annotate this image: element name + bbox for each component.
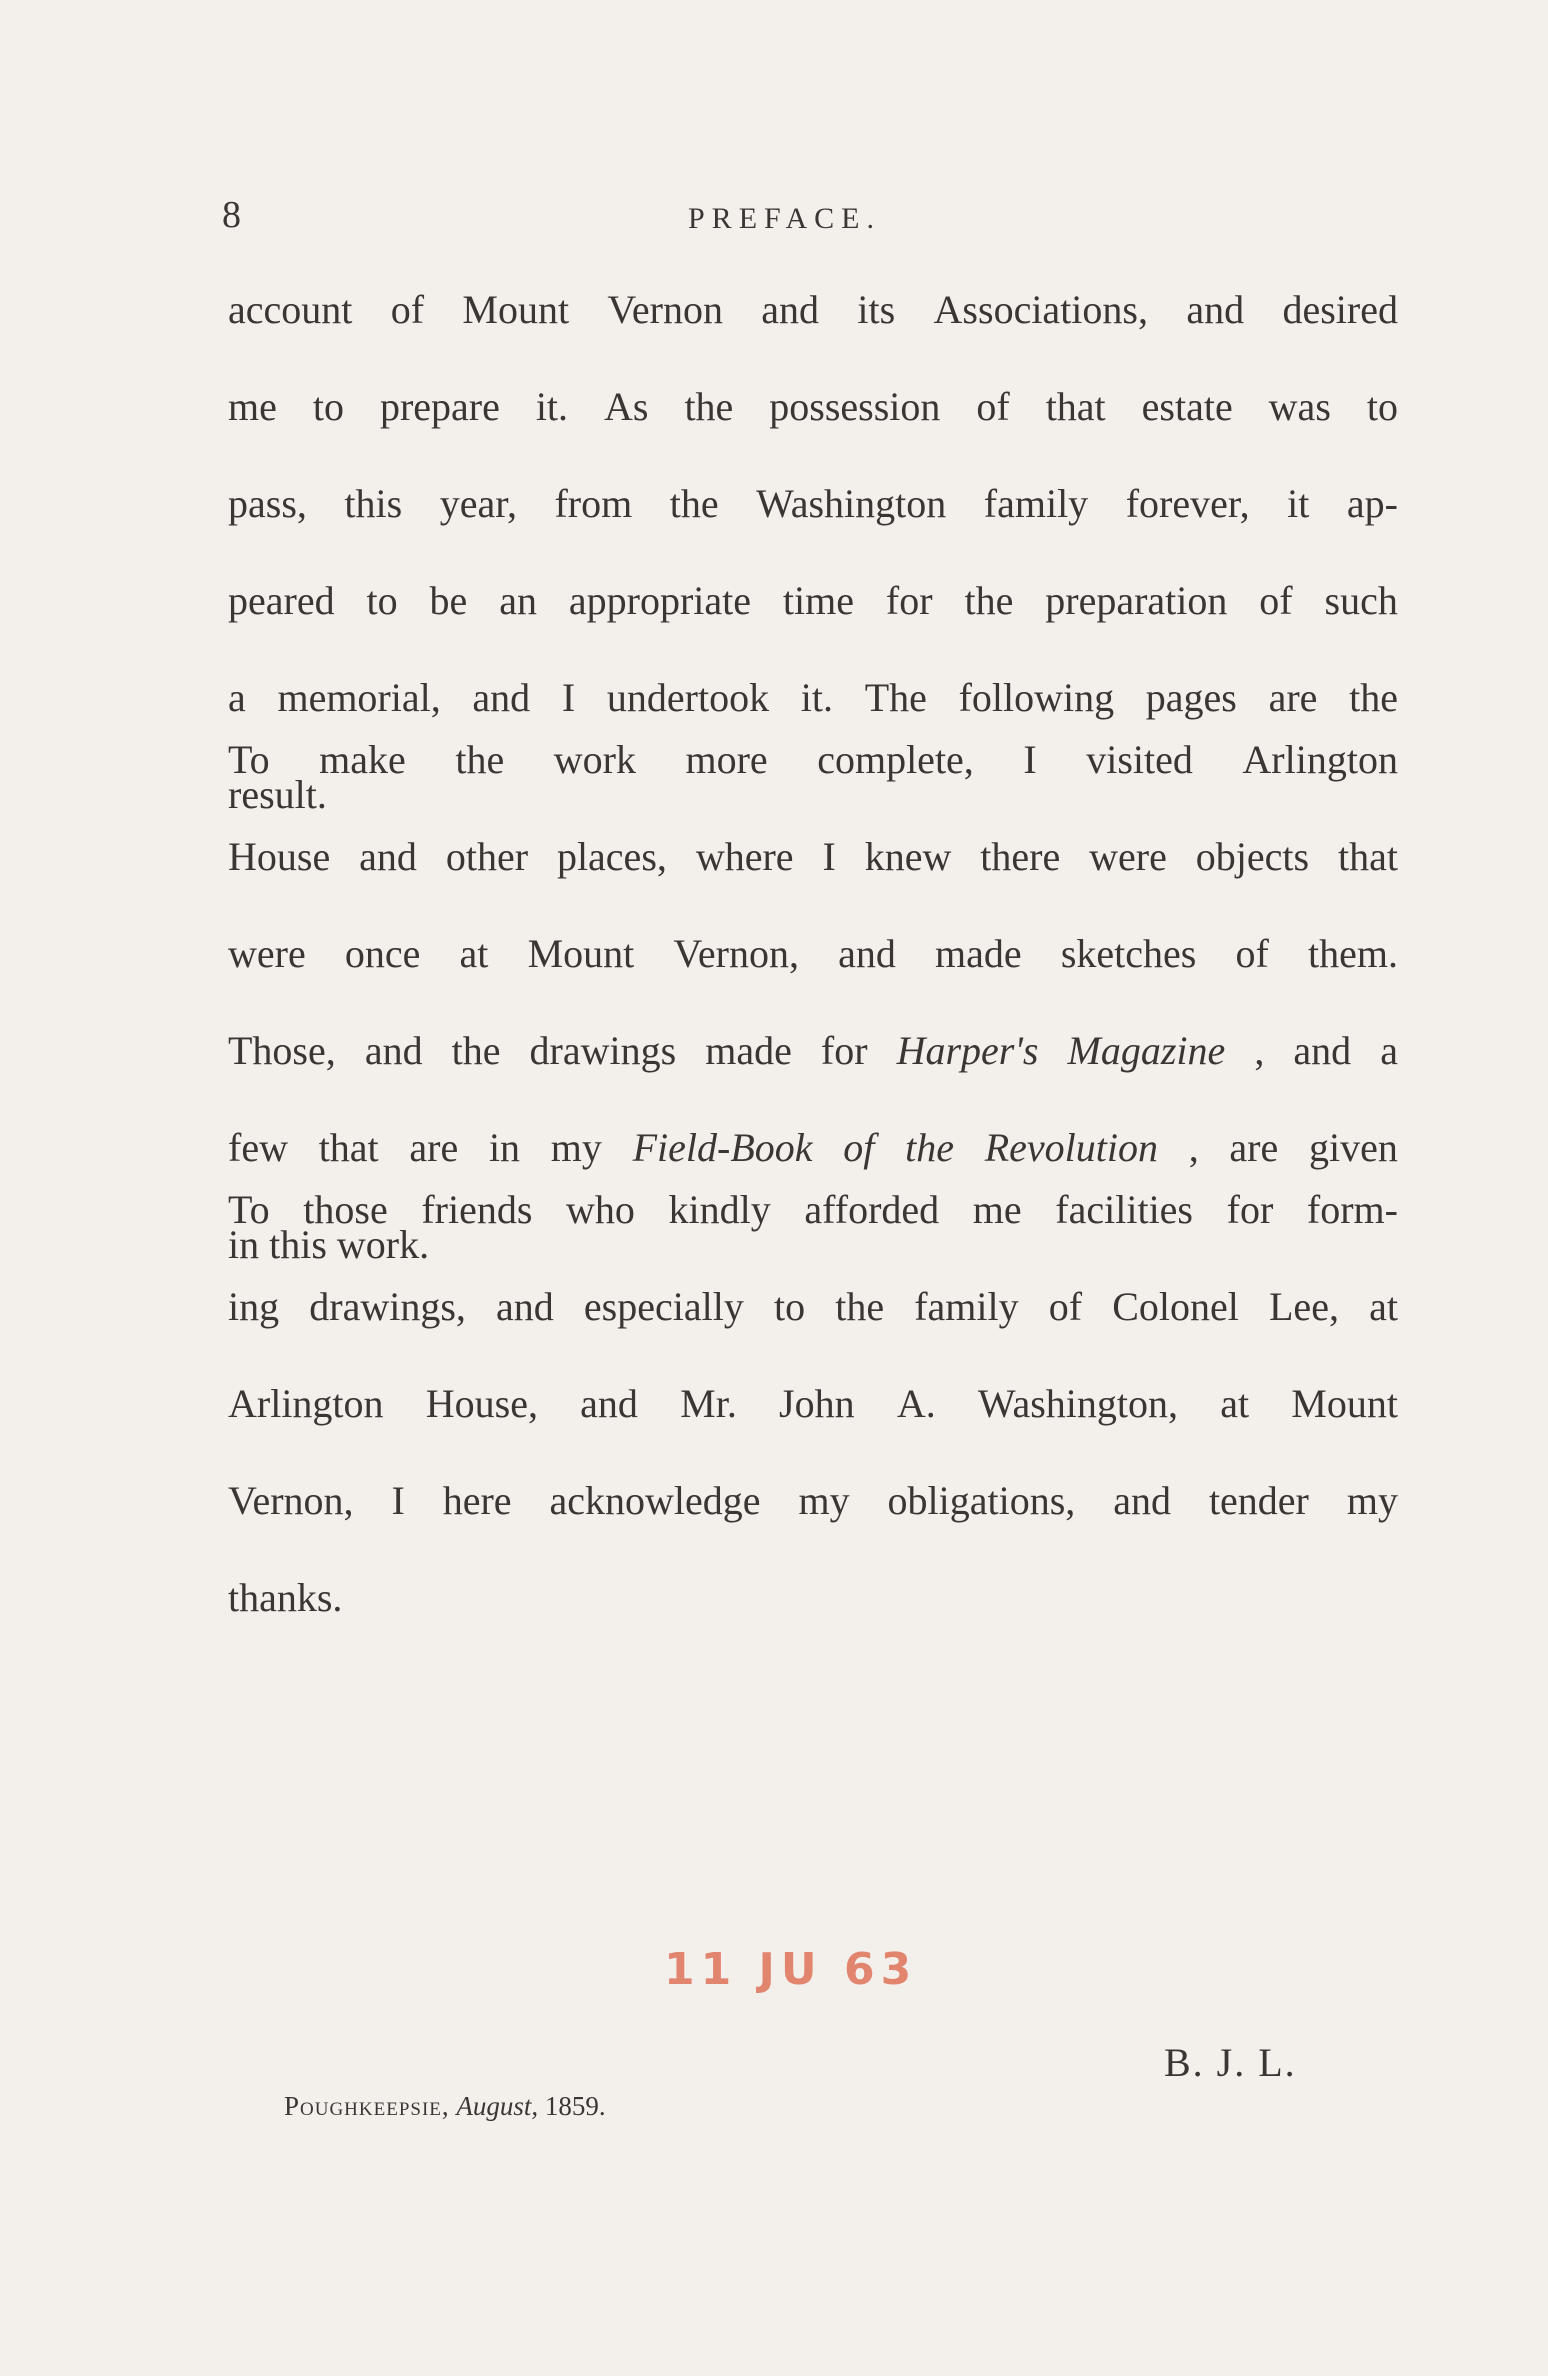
- word: this: [344, 481, 403, 526]
- word: John: [779, 1381, 855, 1426]
- text-line: [228, 287, 1398, 387]
- word: of: [1048, 1284, 1083, 1329]
- text-line: [228, 1478, 1398, 1578]
- word: and: [761, 287, 820, 332]
- word: ,: [1188, 1125, 1199, 1170]
- word: tender: [1208, 1478, 1309, 1523]
- dateline-year: 1859.: [544, 2091, 606, 2121]
- word: the: [669, 481, 719, 526]
- word: the: [451, 1028, 501, 1073]
- word: kindly: [668, 1187, 771, 1232]
- word: friends: [421, 1187, 533, 1232]
- word: complete,: [817, 737, 974, 782]
- word: the: [455, 737, 505, 782]
- word: of: [1259, 578, 1293, 623]
- word: was: [1268, 384, 1331, 429]
- word: once: [344, 931, 421, 976]
- word: preparation: [1045, 578, 1228, 623]
- word: Arlington: [228, 1381, 384, 1426]
- word: I: [391, 1478, 405, 1523]
- word: facilities: [1055, 1187, 1193, 1232]
- word: for: [885, 578, 933, 623]
- word: To: [228, 1187, 270, 1232]
- word: it: [1287, 481, 1310, 526]
- word: Lee,: [1269, 1284, 1339, 1329]
- word: are: [409, 1125, 459, 1170]
- word: Colonel: [1112, 1284, 1239, 1329]
- text-line: [228, 1381, 1398, 1481]
- signature-initials: B. J. L.: [1164, 2040, 1297, 2085]
- word: pass,: [228, 481, 307, 526]
- word: and: [580, 1381, 638, 1426]
- word: ap-: [1346, 481, 1398, 526]
- word: where: [695, 834, 794, 879]
- word: few: [228, 1125, 288, 1170]
- word: undertook: [606, 675, 770, 720]
- dateline-month: August,: [456, 2091, 539, 2121]
- word: of: [976, 384, 1010, 429]
- word: I: [1023, 737, 1037, 782]
- word: for: [1226, 1187, 1274, 1232]
- running-head: PREFACE.: [688, 202, 881, 235]
- line-segment: in this work.: [228, 1222, 430, 1267]
- word: appropriate: [568, 578, 752, 623]
- word: for: [820, 1028, 868, 1073]
- paragraph: [228, 1187, 1398, 1675]
- word: my: [1346, 1478, 1398, 1523]
- word: given: [1308, 1125, 1398, 1170]
- word: House: [228, 834, 331, 879]
- word: and: [472, 675, 531, 720]
- word: and: [838, 931, 896, 976]
- word: other: [445, 834, 529, 879]
- word: acknowledge: [549, 1478, 761, 1523]
- word: it.: [535, 384, 569, 429]
- word: Vernon,: [228, 1478, 354, 1523]
- word: that: [1045, 384, 1106, 429]
- word: more: [685, 737, 768, 782]
- word: estate: [1141, 384, 1233, 429]
- text-line: [228, 1028, 1398, 1128]
- word: Those,: [228, 1028, 336, 1073]
- word: family: [914, 1284, 1019, 1329]
- word: me: [972, 1187, 1022, 1232]
- word: to: [312, 384, 344, 429]
- word: I: [822, 834, 836, 879]
- word: the: [835, 1284, 885, 1329]
- word: it.: [800, 675, 833, 720]
- word: Associations,: [933, 287, 1148, 332]
- word: Arlington: [1242, 737, 1398, 782]
- line-segment: result.: [228, 772, 327, 817]
- word: account: [228, 287, 353, 332]
- word: the: [905, 1125, 954, 1170]
- word: especially: [583, 1284, 744, 1329]
- word: ,: [1254, 1028, 1265, 1073]
- word: the: [1349, 675, 1398, 720]
- dateline: [284, 2093, 606, 2120]
- word: objects: [1195, 834, 1310, 879]
- word: drawings: [529, 1028, 677, 1073]
- word: and: [1113, 1478, 1171, 1523]
- word: at: [1220, 1381, 1250, 1426]
- word: memorial,: [277, 675, 441, 720]
- word: of: [1235, 931, 1269, 976]
- word: who: [566, 1187, 635, 1232]
- library-date-stamp: 11 JU 63: [664, 1944, 918, 1995]
- word: forever,: [1125, 481, 1250, 526]
- word: family: [983, 481, 1089, 526]
- word: at: [1369, 1284, 1398, 1329]
- word: to: [773, 1284, 806, 1329]
- word: made: [935, 931, 1022, 976]
- word: Mr.: [680, 1381, 737, 1426]
- word: were: [1089, 834, 1167, 879]
- word: made: [705, 1028, 792, 1073]
- word: my: [798, 1478, 850, 1523]
- word: drawings,: [309, 1284, 466, 1329]
- word: a: [1380, 1028, 1398, 1073]
- word: Revolution: [984, 1125, 1158, 1170]
- text-line: [228, 384, 1398, 484]
- word: Magazine: [1067, 1028, 1226, 1073]
- word: to: [1366, 384, 1398, 429]
- word: in: [488, 1125, 521, 1170]
- word: here: [442, 1478, 512, 1523]
- word: and: [1293, 1028, 1352, 1073]
- word: at: [459, 931, 489, 976]
- word: Washington: [756, 481, 947, 526]
- page-number: 8: [222, 194, 241, 236]
- word: make: [319, 737, 406, 782]
- word: are: [1268, 675, 1318, 720]
- text-line: [228, 1284, 1398, 1384]
- text-line: [228, 1575, 1398, 1675]
- word: Harper's: [896, 1028, 1039, 1073]
- word: such: [1324, 578, 1398, 623]
- word: that: [318, 1125, 379, 1170]
- word: and: [359, 834, 417, 879]
- word: following: [958, 675, 1115, 720]
- word: Mount: [462, 287, 570, 332]
- word: obligations,: [887, 1478, 1076, 1523]
- word: possession: [769, 384, 941, 429]
- word: that: [1338, 834, 1398, 879]
- text-line: [228, 578, 1398, 678]
- word: the: [964, 578, 1014, 623]
- word: from: [554, 481, 633, 526]
- word: my: [550, 1125, 602, 1170]
- word: them.: [1307, 931, 1398, 976]
- word: Mount: [1291, 1381, 1398, 1426]
- word: The: [864, 675, 927, 720]
- word: Vernon,: [673, 931, 799, 976]
- word: I: [561, 675, 576, 720]
- word: and: [496, 1284, 554, 1329]
- word: its: [857, 287, 896, 332]
- word: me: [228, 384, 277, 429]
- word: Vernon: [607, 287, 723, 332]
- word: sketches: [1060, 931, 1197, 976]
- line-segment: thanks.: [228, 1575, 343, 1620]
- word: a: [228, 675, 246, 720]
- word: peared: [228, 578, 335, 623]
- word: afforded: [804, 1187, 940, 1232]
- word: places,: [556, 834, 667, 879]
- text-line: [228, 834, 1398, 934]
- word: and: [1186, 287, 1245, 332]
- word: visited: [1086, 737, 1193, 782]
- word: Mount: [527, 931, 635, 976]
- word: House,: [425, 1381, 538, 1426]
- word: there: [980, 834, 1061, 879]
- word: knew: [864, 834, 952, 879]
- word: Washington,: [977, 1381, 1179, 1426]
- word: were: [228, 931, 306, 976]
- text-line: [228, 931, 1398, 1031]
- text-line: [228, 481, 1398, 581]
- word: be: [429, 578, 468, 623]
- word: of: [390, 287, 425, 332]
- word: time: [782, 578, 855, 623]
- word: form-: [1306, 1187, 1398, 1232]
- word: A.: [896, 1381, 936, 1426]
- word: year,: [439, 481, 517, 526]
- word: to: [366, 578, 398, 623]
- word: are: [1229, 1125, 1279, 1170]
- word: prepare: [379, 384, 500, 429]
- word: pages: [1145, 675, 1237, 720]
- text-line: [228, 1187, 1398, 1287]
- dateline-place: Poughkeepsie,: [284, 2091, 450, 2121]
- word: To: [228, 737, 270, 782]
- word: those: [303, 1187, 388, 1232]
- word: ing: [228, 1284, 280, 1329]
- word: As: [604, 384, 649, 429]
- word: the: [684, 384, 734, 429]
- text-line: [228, 737, 1398, 837]
- word: of: [843, 1125, 875, 1170]
- word: work: [553, 737, 636, 782]
- word: and: [364, 1028, 423, 1073]
- word: desired: [1282, 287, 1398, 332]
- word: Field-Book: [632, 1125, 813, 1170]
- word: an: [499, 578, 537, 623]
